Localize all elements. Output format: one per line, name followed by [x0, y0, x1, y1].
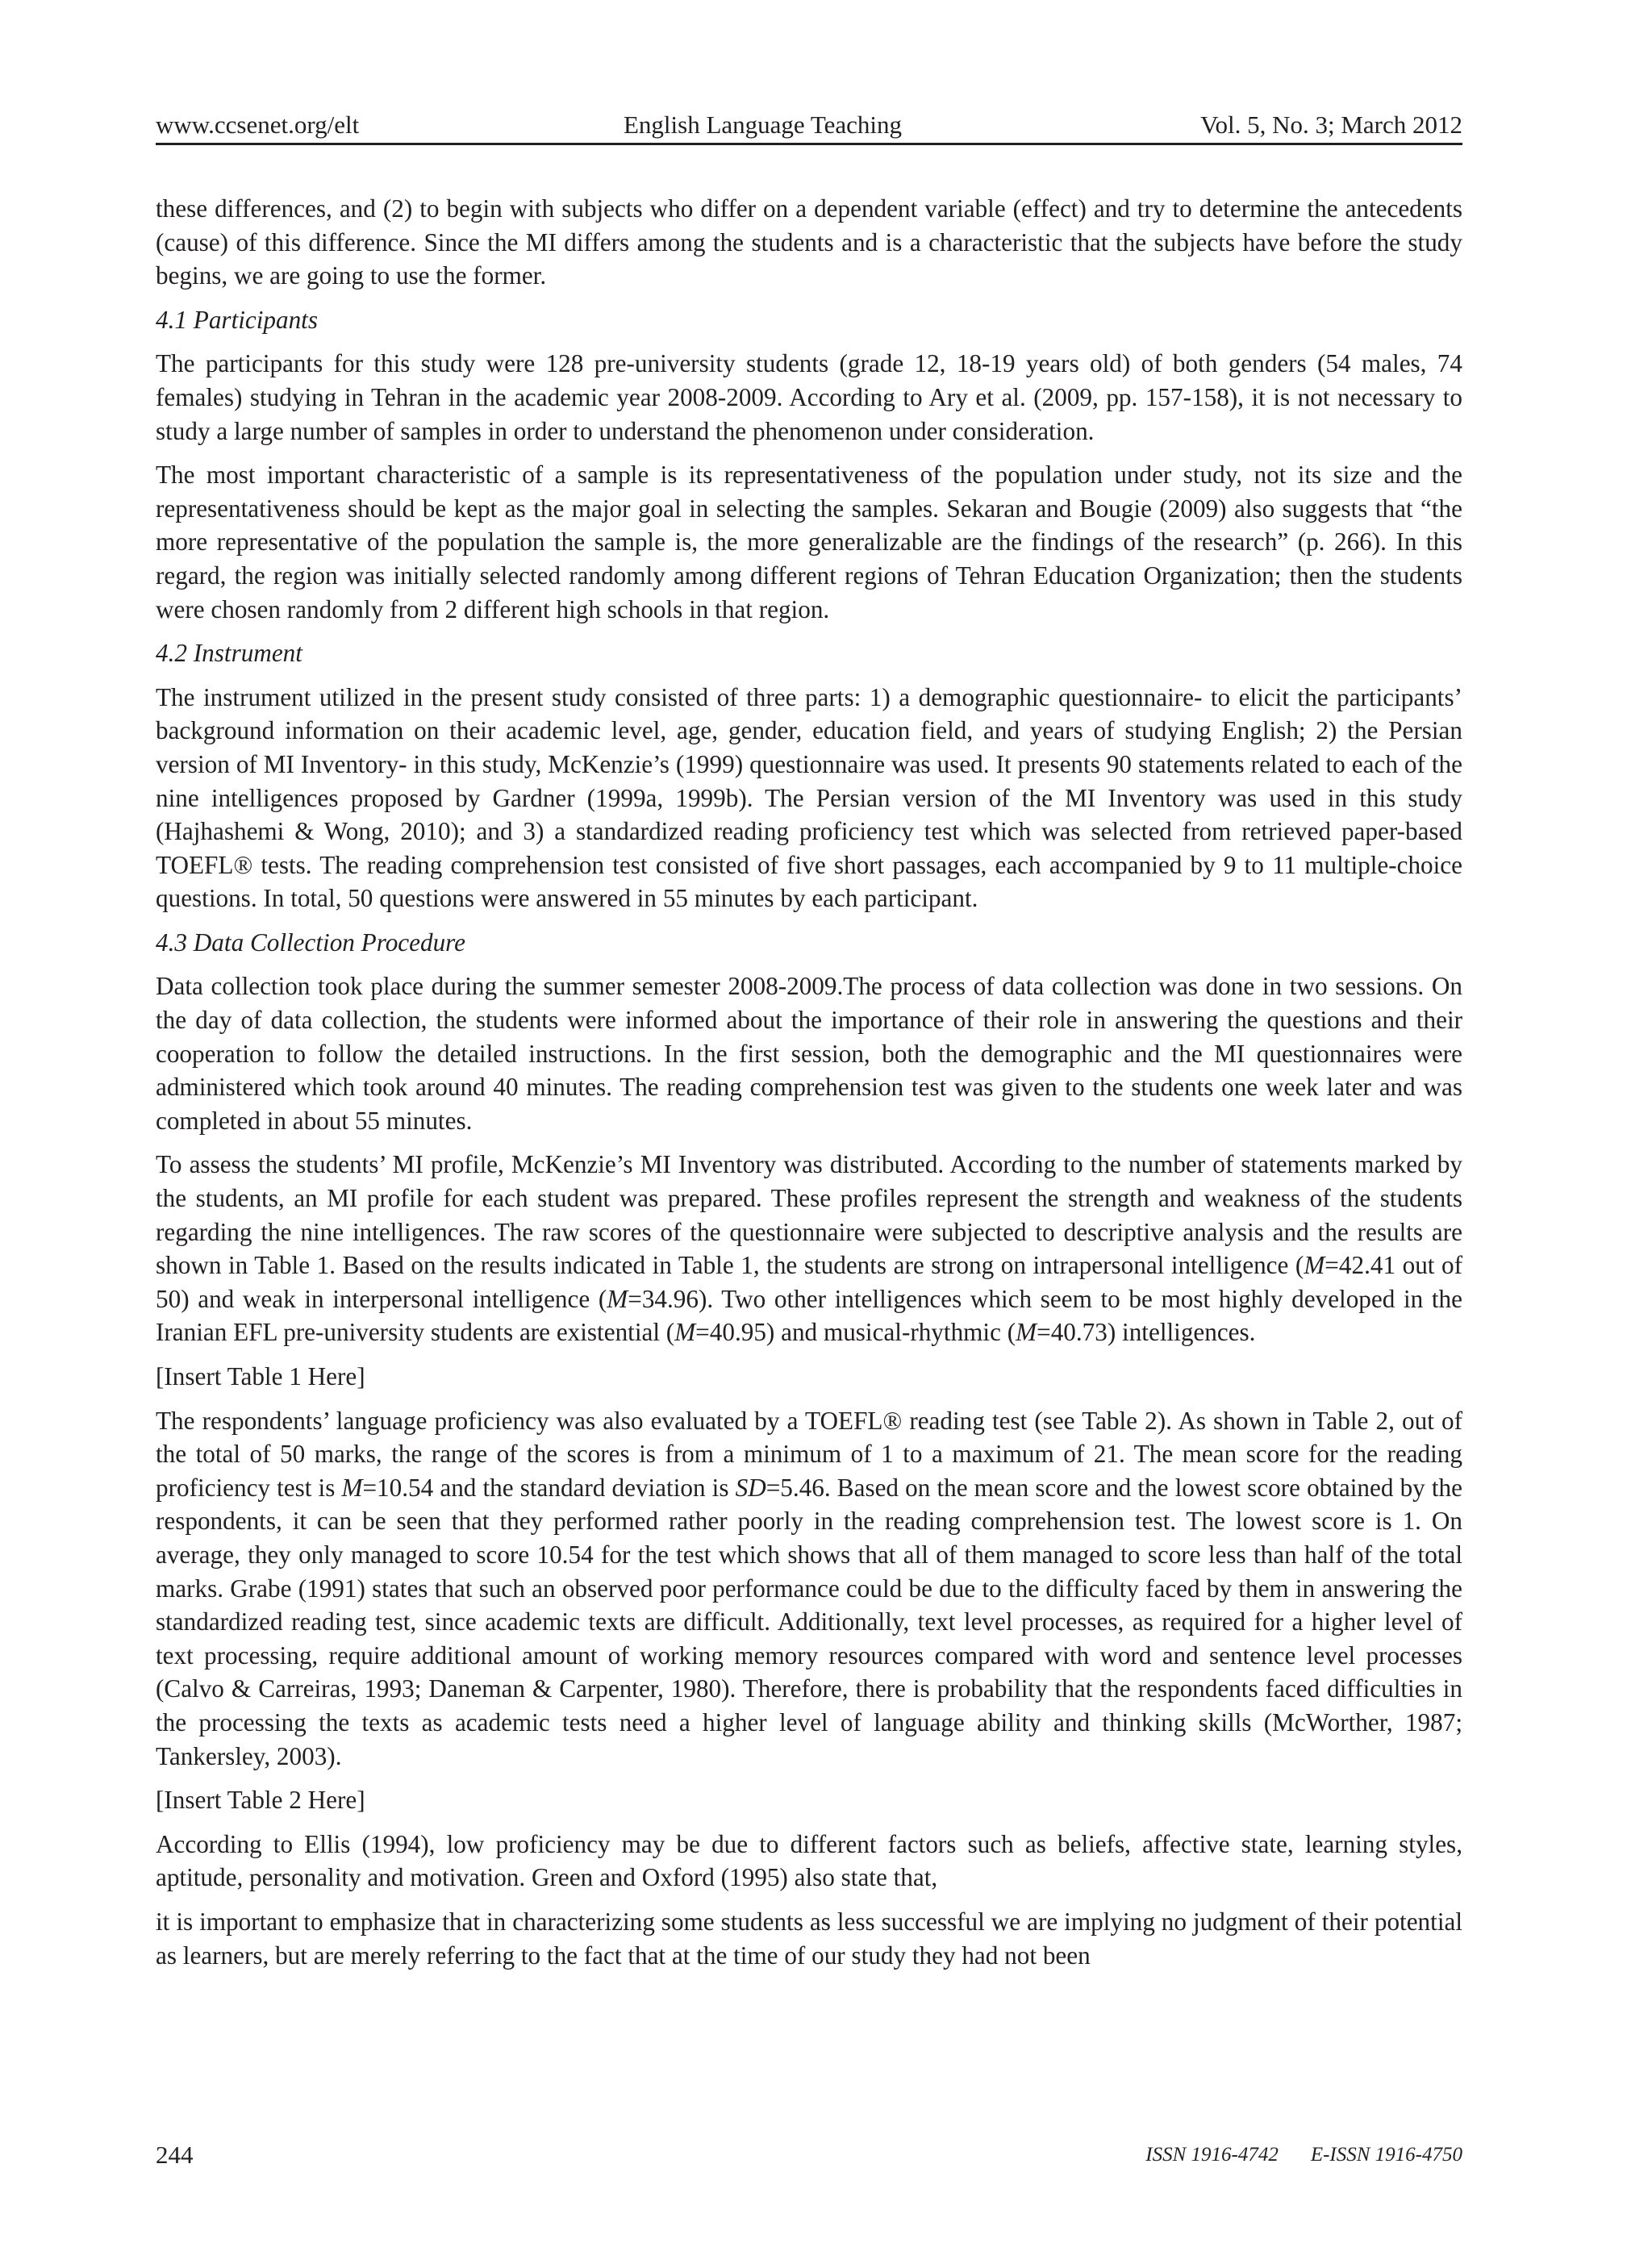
paragraph-ellis: According to Ellis (1994), low proficiency may be due to different factors such as beliefs, affective state, learning styles, aptitude, personality and motivation. Green and Oxford (1995) also state that, — [156, 1829, 1462, 1892]
issn-block — [1145, 2137, 1462, 2173]
italic-m: M — [607, 1284, 628, 1313]
italic-sd: SD — [735, 1473, 766, 1502]
paragraph-quote: it is important to emphasize that in characterizing some students as less successful we are implying no judgment of their potential as learners, but are merely referring to the fact that at the time of our study they had not been — [156, 1907, 1462, 1970]
paragraph-participants-1: The participants for this study were 128 pre-university students (grade 12, 18-19 years old) of both genders (54 males, 74 females) studying in Tehran in the academic year 2008-2009. According to Ary et al. (2009, pp. 157-158), it is not necessary to study a large number of samples in order to understand the phenomenon under consideration. — [156, 349, 1462, 445]
text-run: =34.96). Two other intelligences which seem to be most highly developed in the Iranian EFL pre-university students are existential ( — [156, 1284, 1462, 1347]
text-run: =10.54 and the standard deviation is — [362, 1473, 736, 1502]
italic-m: M — [1304, 1251, 1325, 1280]
paragraph-procedure-2 — [156, 1148, 1462, 1349]
paragraph-participants-2: The most important characteristic of a sample is its representativeness of the population under study, not its size and the representativeness should be kept as the major goal in selecting the samples. Sekaran and Bougie (2009) also suggests that “the more representative of the population the sample is, the more generalizable are the findings of the research” (p. 266). In this regard, the region was initially selected randomly among different regions of Tehran Education Organization; then the students were chosen randomly from 2 different high schools in that region. — [156, 461, 1462, 623]
text-run: To assess the students’ MI profile, McKenzie’s MI Inventory was distributed. According to the number of statements marked by the students, an MI profile for each student was prepared. These profiles represent the strength and weakness of the students regarding the nine intelligences. The raw scores of the questionnaire were subjected to descriptive analysis and the results are shown in Table 1. Based on the results indicated in Table 1, the students are strong on intrapersonal intelligence ( — [156, 1150, 1462, 1280]
header-volume: Vol. 5, No. 3; March 2012 — [1200, 110, 1462, 139]
italic-m: M — [341, 1473, 363, 1502]
issn: ISSN 1916-4742 — [1145, 2144, 1279, 2166]
running-header — [156, 107, 1462, 145]
text-run: =42.41 out of 50) and weak in interpersonal intelligence ( — [156, 1251, 1463, 1313]
section-heading-participants: 4.1 Participants — [156, 305, 318, 334]
insert-table-1-placeholder: [Insert Table 1 Here] — [156, 1362, 365, 1390]
header-url[interactable]: www.ccsenet.org/elt — [156, 110, 360, 139]
insert-table-2-placeholder: [Insert Table 2 Here] — [156, 1786, 365, 1815]
paragraph-intro: these differences, and (2) to begin with subjects who differ on a dependent variable (effect) and try to determine the antecedents (cause) of this difference. Since the MI differs among the students and is a characteristic that the subjects have before the study begins, we are going to use the former. — [156, 194, 1462, 290]
eissn: E-ISSN 1916-4750 — [1310, 2144, 1462, 2166]
paragraph-instrument: The instrument utilized in the present study consisted of three parts: 1) a demographic questionnaire- to elicit the participants’ background information on their academic level, age, gender, education field, and years of studying English; 2) the Persian version of MI Inventory- in this study, McKenzie’s (1999) questionnaire was used. It presents 90 statements related to each of the nine intelligences proposed by Gardner (1999a, 1999b). The Persian version of the MI Inventory was used in this study (Hajhashemi & Wong, 2010); and 3) a standardized reading proficiency test which was selected from retrieved paper-based TOEFL® tests. The reading comprehension test consisted of five short passages, each accompanied by 9 to 11 multiple-choice questions. In total, 50 questions were answered in 55 minutes by each participant. — [156, 682, 1462, 913]
paragraph-results — [156, 1404, 1462, 1774]
text-run: =40.73) intelligences. — [1037, 1318, 1256, 1347]
section-heading-procedure: 4.3 Data Collection Procedure — [156, 928, 465, 957]
page-number: 244 — [156, 2141, 194, 2169]
section-heading-instrument: 4.2 Instrument — [156, 639, 302, 668]
article-body — [156, 192, 1462, 1982]
header-journal-title: English Language Teaching — [624, 110, 903, 139]
italic-m: M — [674, 1318, 696, 1347]
running-footer — [156, 2137, 1462, 2173]
text-run: =5.46. Based on the mean score and the lowest score obtained by the respondents, it can be seen that they performed rather poorly in the reading comprehension test. The lowest score is 1. On average, they only managed to score 10.54 for the test which shows that all of them managed to score less than half of the total marks. Grabe (1991) states that such an observed poor performance could be due to the difficulty faced by them in answering the standardized reading test, since academic texts are difficult. Additionally, text level processes, as required for a higher level of text processing, require additional amount of working memory resources compared with word and sentence level processes (Calvo & Carreiras, 1993; Daneman & Carpenter, 1980). Therefore, there is probability that the respondents faced difficulties in the processing the texts as academic tests need a higher level of language ability and thinking skills (McWorther, 1987; Tankersley, 2003). — [156, 1473, 1462, 1770]
paragraph-procedure-1: Data collection took place during the summer semester 2008-2009.The process of data collection was done in two sessions. On the day of data collection, the students were informed about the importance of their role in answering the questions and their cooperation to follow the detailed instructions. In the first session, both the demographic and the MI questionnaires were administered which took around 40 minutes. The reading comprehension test was given to the students one week later and was completed in about 55 minutes. — [156, 972, 1462, 1135]
text-run: The respondents’ language proficiency was also evaluated by a TOEFL® reading test (see Table 2). As shown in Table 2, out of the total of 50 marks, the range of the scores is from a minimum of 1 to a maximum of 21. The mean score for the reading proficiency test is — [156, 1406, 1462, 1502]
italic-m: M — [1016, 1318, 1037, 1347]
text-run: =40.95) and musical-rhythmic ( — [695, 1318, 1016, 1347]
